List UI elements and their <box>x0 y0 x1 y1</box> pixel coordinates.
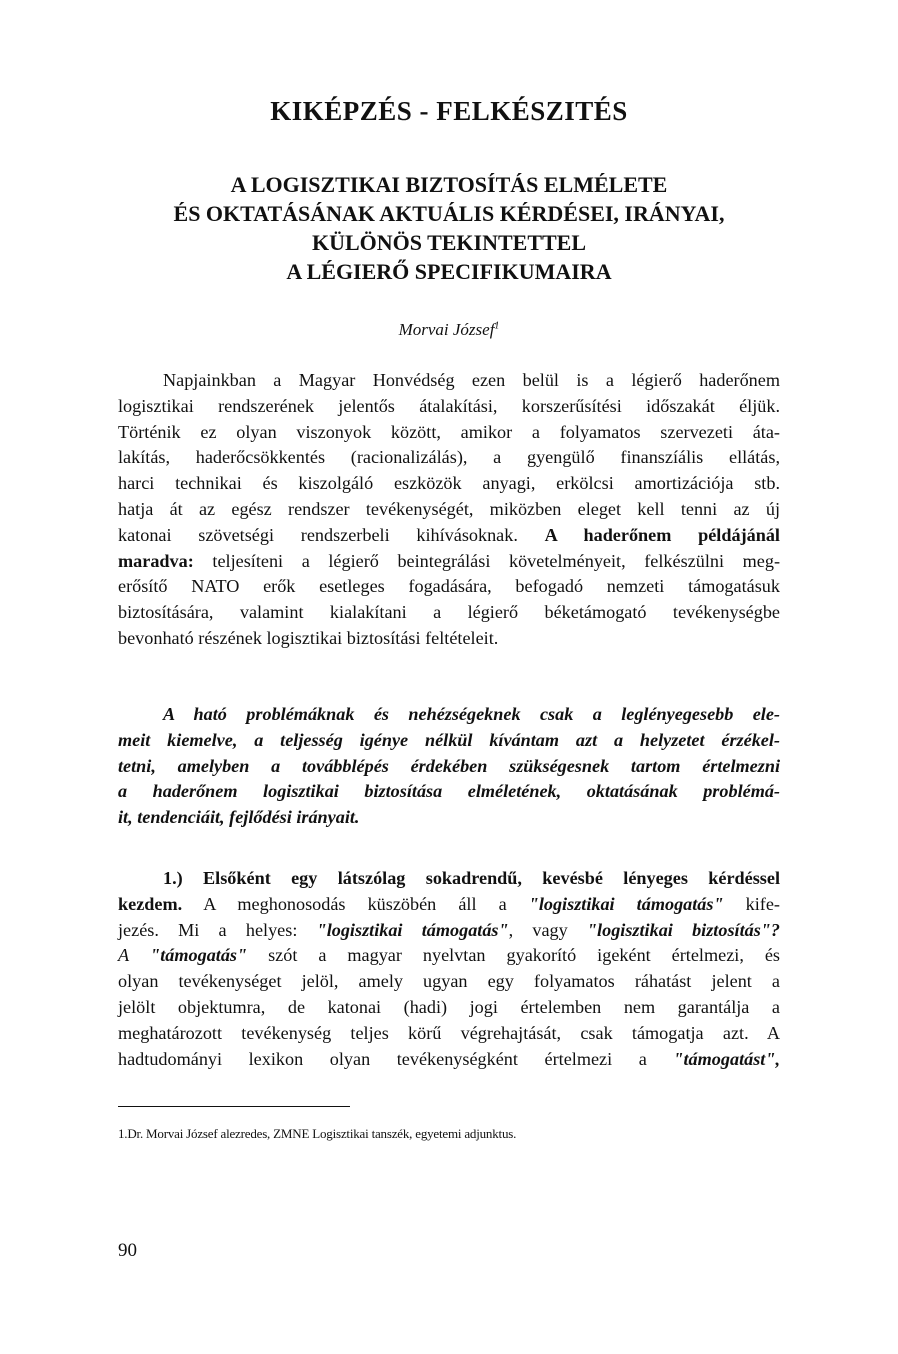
footnote-separator <box>118 1106 350 1107</box>
text-line: tetni, amelyben a továbblépés érdekében szükségesnek tartom értelmezni <box>118 755 780 776</box>
bold-run: kezdem. <box>118 893 183 914</box>
text-line: jelölt objektumra, de katonai (hadi) jogi értelemben nem garantálja a <box>118 996 780 1017</box>
text-line: logisztikai rendszerének jelentős átalakítási, korszerűsítési időszakát éljük. <box>118 395 780 416</box>
text-line: erősítő NATO erők esetleges fogadására, befogadó nemzeti támogatásuk <box>118 576 780 597</box>
bold-italic-run: "logisztikai biztosítás"? <box>586 919 780 940</box>
text-run: katonai szövetségi rendszerbeli kihívásoknak. <box>118 524 518 545</box>
text-run: teljesíteni a légierő beintegrálási követelményeit, felkészülni meg- <box>212 550 780 571</box>
italic-run: A <box>118 945 130 966</box>
bold-italic-run: "logisztikai támogatás" <box>316 919 509 940</box>
text-line <box>118 892 780 918</box>
bold-italic-run: "támogatást", <box>673 1048 780 1069</box>
footnote-mark: 1 <box>494 320 500 332</box>
text-line: harci technikai és kiszolgáló eszközök anyagi, erkölcsi amortizációja stb. <box>118 473 780 494</box>
text-line: 1.) Elsőként egy látszólag sokadrendű, kevésbé lényeges kérdéssel <box>163 868 780 888</box>
text-line: biztosítására, valamint kialakítani a légierő béketámogató tevékenységbe <box>118 602 780 623</box>
bold-run: maradva: <box>118 550 194 571</box>
author-name: Morvai József <box>398 320 495 339</box>
text-run: szót a magyar nyelvtan gyakorító igeként értelmezi, és <box>247 945 781 966</box>
text-line: meghatározott tevékenység teljes körű végrehajtását, csak támogatja azt. A <box>118 1022 780 1043</box>
text-run: hadtudományi lexikon olyan tevékenységként értelmezi a <box>118 1048 674 1069</box>
paragraph-emphasis <box>118 702 780 831</box>
text-line: Történik ez olyan viszonyok között, amikor a folyamatos szervezeti áta- <box>118 421 780 442</box>
text-line <box>118 918 780 944</box>
text-line: olyan tevékenységet jelöl, amely ugyan egy folyamatos ráhatást jelent a <box>118 971 780 992</box>
text-run: jezés. Mi a helyes: <box>118 919 317 940</box>
title-line: A LÉGIERŐ SPECIFIKUMAIRA <box>286 259 612 284</box>
text-line: a haderőnem logisztikai biztosítása elméletének, oktatásának problémá- <box>118 781 780 802</box>
text-line <box>118 549 780 575</box>
text-run: , vagy <box>508 919 587 940</box>
bold-italic-run: "támogatás" <box>150 945 248 966</box>
page-number: 90 <box>118 1240 137 1261</box>
text-line: bevonható részének logisztikai biztosítási feltételeit. <box>118 627 499 648</box>
text-line: it, tendenciáit, fejlődési irányait. <box>118 807 360 828</box>
title-line: A LOGISZTIKAI BIZTOSÍTÁS ELMÉLETE <box>230 172 668 197</box>
text-line <box>118 523 780 549</box>
paragraph-section-1 <box>118 866 780 1072</box>
title-line: ÉS OKTATÁSÁNAK AKTUÁLIS KÉRDÉSEI, IRÁNYAI, <box>173 201 725 226</box>
text-run <box>129 945 150 965</box>
section-heading: KIKÉPZÉS - FELKÉSZITÉS <box>270 96 628 126</box>
text-line: Napjainkban a Magyar Honvédség ezen belül is a légierő haderőnem <box>163 370 780 390</box>
text-line: meit kiemelve, a teljesség igénye nélkül kívántam azt a helyzetet érzékel- <box>118 729 780 750</box>
paragraph-intro <box>118 368 780 652</box>
bold-italic-run: "logisztikai támogatás" <box>528 893 724 914</box>
author-line <box>118 320 780 340</box>
text-line: lakítás, haderőcsökkentés (racionalizálás), a gyengülő finanszíális ellátás, <box>118 447 780 468</box>
footnote: 1.Dr. Morvai József alezredes, ZMNE Logisztikai tanszék, egyetemi adjunktus. <box>118 1126 517 1141</box>
text-line <box>118 1047 780 1073</box>
text-run: kife- <box>723 893 780 914</box>
article-title <box>118 170 780 286</box>
title-line: KÜLÖNÖS TEKINTETTEL <box>311 230 587 255</box>
bold-run: A haderőnem példájánál <box>544 524 780 545</box>
text-line: hatja át az egész rendszer tevékenységét, miközben eleget kell tenni az új <box>118 498 780 519</box>
text-run: A meghonosodás küszöbén áll a <box>182 893 529 914</box>
text-line: A ható problémáknak és nehézségeknek csak a leglényegesebb ele- <box>163 704 780 724</box>
text-line <box>118 943 780 969</box>
